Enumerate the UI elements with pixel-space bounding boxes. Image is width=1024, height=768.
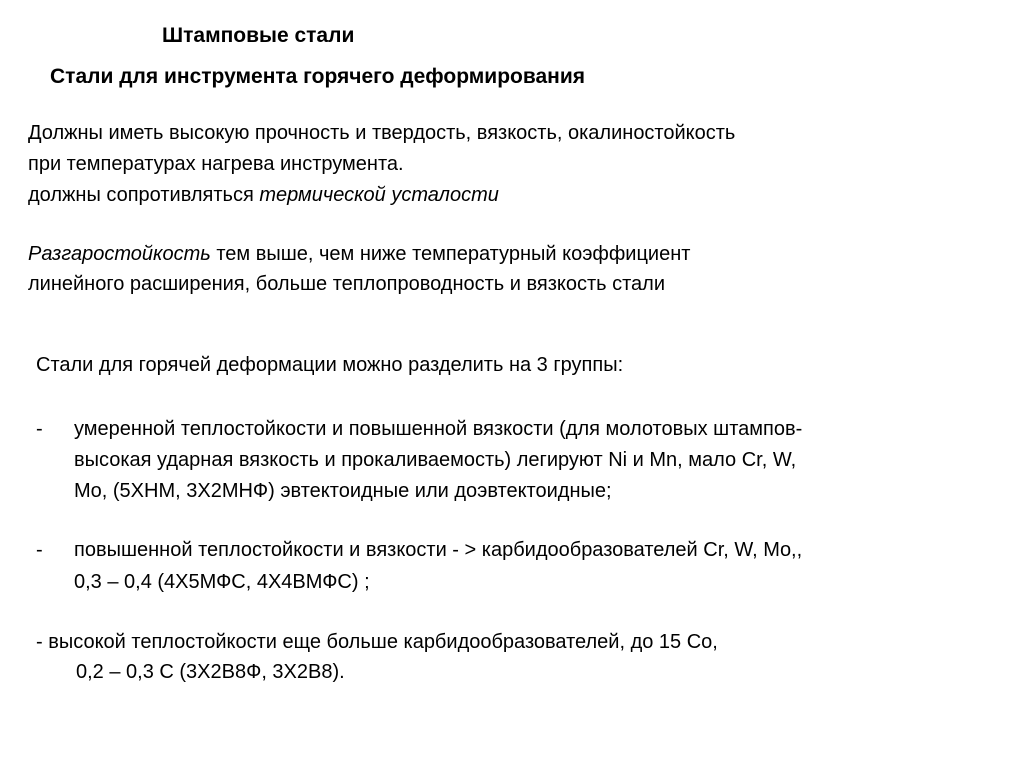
heat-resistance-term: Разгаростойкость xyxy=(28,243,211,265)
requirements-line-1: Должны иметь высокую прочность и твердость, вязкость, окалиностойкость xyxy=(28,122,736,144)
group-3-line-2: 0,2 – 0,3 С (3Х2В8Ф, 3Х2В8). xyxy=(76,661,345,683)
group-1-line-3: Mo, (5ХНМ, 3Х2МНФ) эвтектоидные или доэвтектоидные; xyxy=(74,480,612,502)
groups-intro: Стали для горячей деформации можно разделить на 3 группы: xyxy=(36,354,624,376)
group-3-line-1: - высокой теплостойкости еще больше карбидообразователей, до 15 Co, xyxy=(36,631,718,653)
group-2-line-2: 0,3 – 0,4 (4Х5МФС, 4Х4ВМФС) ; xyxy=(74,571,370,593)
group-1-line-2: высокая ударная вязкость и прокаливаемость) легируют Ni и Mn, мало Cr, W, xyxy=(74,449,797,471)
heat-resistance-line-1-text: тем выше, чем ниже температурный коэффициент xyxy=(210,243,691,265)
page-subtitle: Стали для инструмента горячего деформирования xyxy=(50,65,586,88)
thermal-fatigue-term: термической усталости xyxy=(259,184,499,206)
group-2-line-1: повышенной теплостойкости и вязкости - > карбидообразователей Cr, W, Mo,, xyxy=(74,539,803,561)
heat-resistance-line-2: линейного расширения, больше теплопроводность и вязкость стали xyxy=(28,273,666,295)
heat-resistance-line-1 xyxy=(28,244,690,264)
requirements-line-3 xyxy=(28,185,499,205)
group-1-line-1: умеренной теплостойкости и повышенной вязкости (для молотовых штампов- xyxy=(74,418,803,440)
requirements-line-2: при температурах нагрева инструмента. xyxy=(28,153,404,175)
group-1-bullet: - xyxy=(36,418,43,440)
page-title: Штамповые стали xyxy=(162,24,355,47)
group-2-bullet: - xyxy=(36,539,43,561)
requirements-line-3-text: должны сопротивляться xyxy=(28,184,260,206)
